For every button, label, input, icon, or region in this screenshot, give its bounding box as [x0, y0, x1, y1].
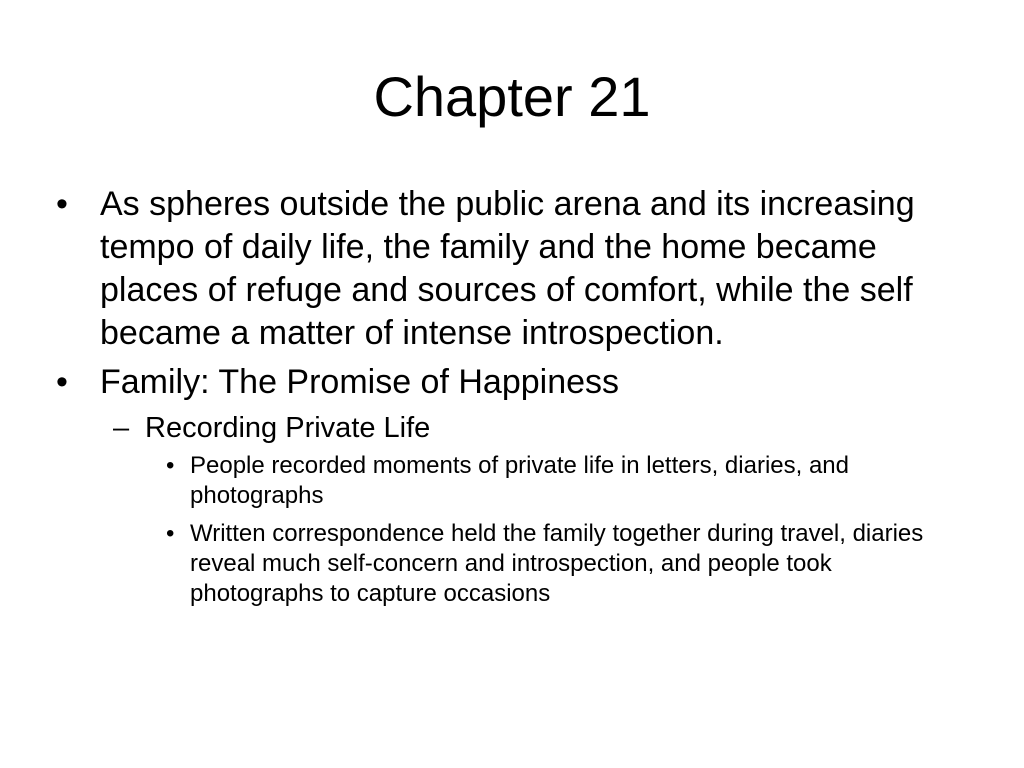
- sub-list: [56, 410, 956, 609]
- sub-list-container: [56, 410, 956, 609]
- bullet-item: [56, 183, 956, 355]
- bullet-text: As spheres outside the public arena and its increasing tempo of daily life, the family and the home became places of refuge and sources of comfort, while the self became a matter of intense introspection.: [100, 185, 915, 352]
- bullet-text: Family: The Promise of Happiness: [100, 363, 620, 401]
- sub-sub-list-container: [56, 451, 956, 609]
- slide-body: [56, 183, 956, 617]
- sub-sub-bullet-text: People recorded moments of private life in letters, diaries, and photographs: [190, 452, 850, 509]
- bullet-marker: •: [56, 185, 68, 223]
- sub-bullet-text: Recording Private Life: [145, 412, 431, 444]
- sub-sub-bullet-item: [166, 519, 956, 609]
- bullet-marker: •: [56, 363, 68, 401]
- bullet-marker: •: [166, 520, 175, 547]
- bullet-item: [56, 361, 956, 404]
- sub-sub-list: [56, 451, 956, 609]
- dash-marker: –: [113, 412, 130, 444]
- sub-sub-bullet-text: Written correspondence held the family together during travel, diaries reveal much self-concern and introspection, and people took photographs to capture occasions: [190, 520, 924, 607]
- bullet-marker: •: [166, 452, 175, 479]
- sub-sub-bullet-item: [166, 451, 956, 511]
- sub-bullet-item: [113, 410, 956, 447]
- slide-title: Chapter 21: [373, 65, 651, 128]
